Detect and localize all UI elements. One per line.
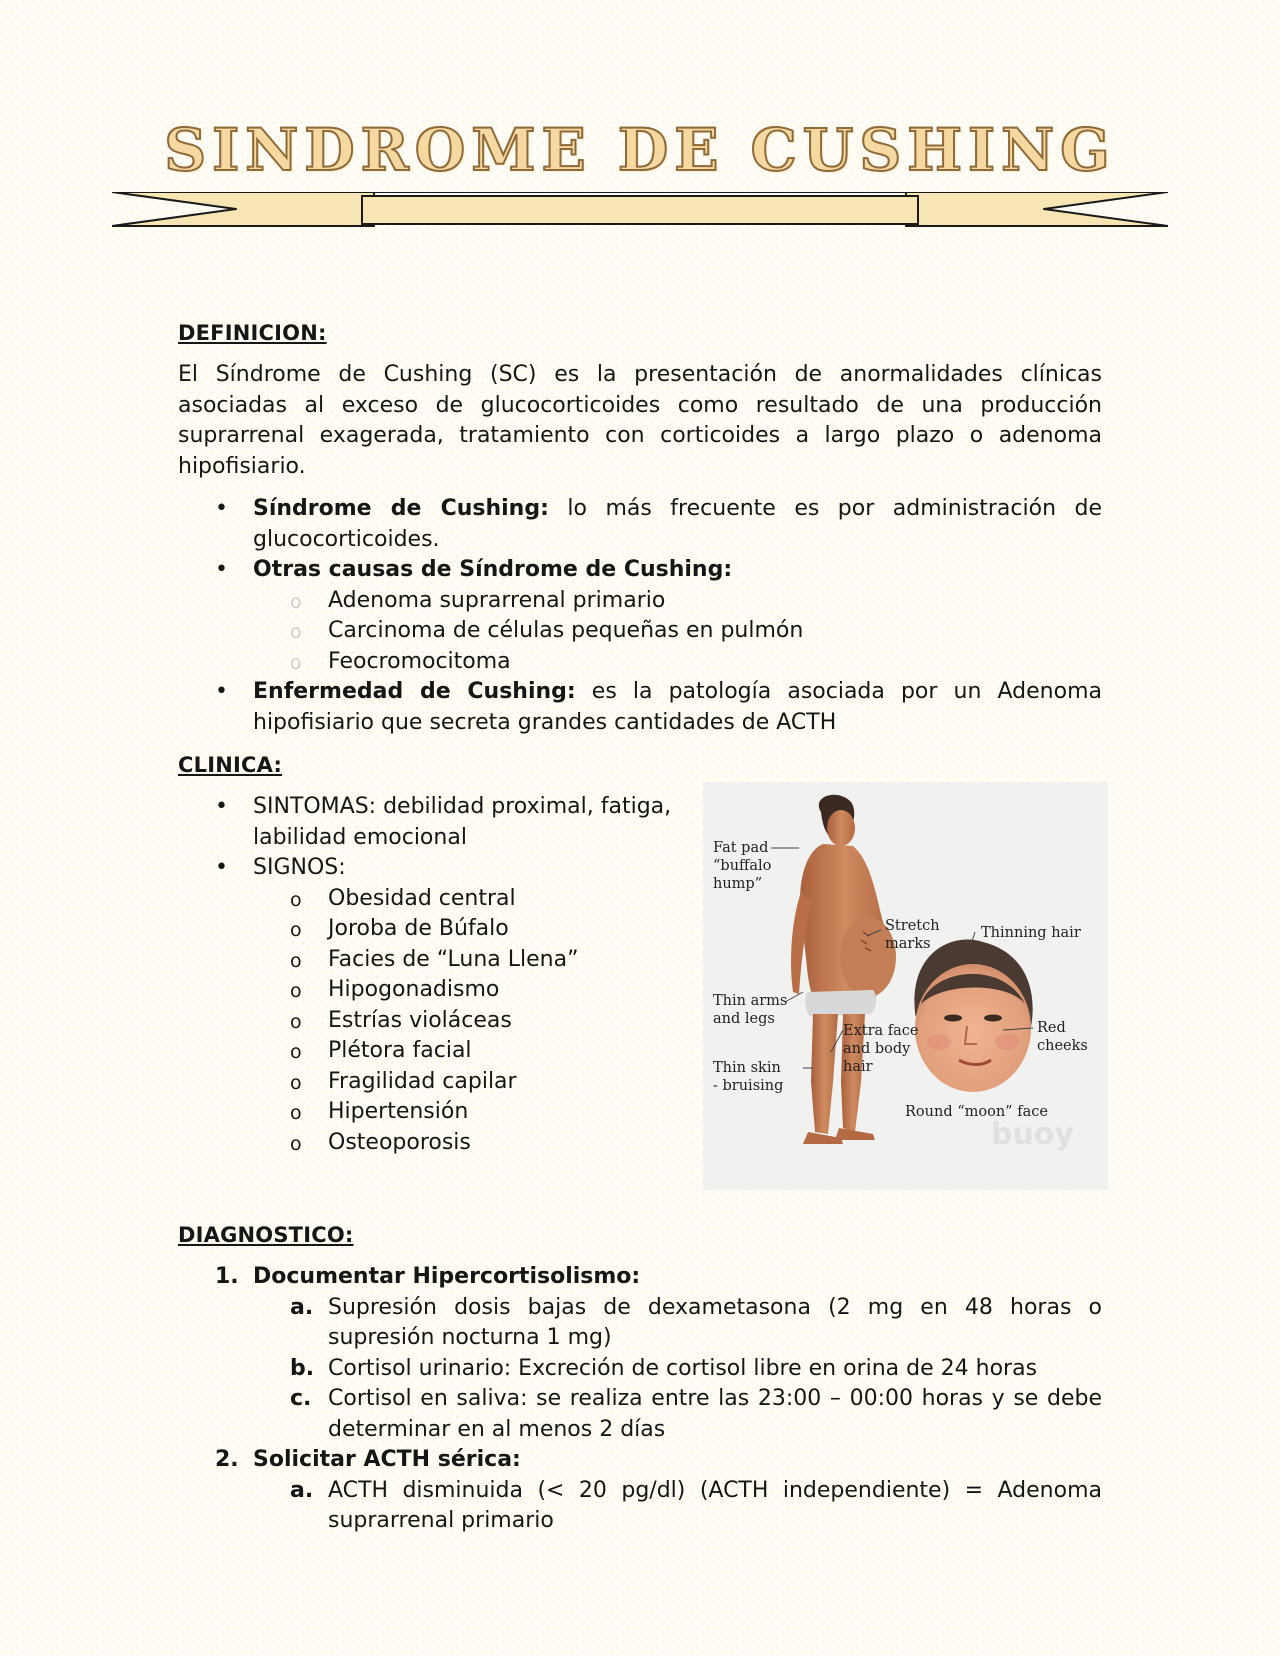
list-item xyxy=(290,1293,1102,1354)
list-item xyxy=(215,1445,1102,1537)
clinica-list xyxy=(178,792,688,1158)
list-item: o Adenoma suprarrenal primario xyxy=(328,586,1102,617)
label-thin-skin-2: - bruising xyxy=(713,1078,784,1094)
label-extra-face-1: Extra face xyxy=(843,1023,919,1039)
moon-face-icon xyxy=(914,940,1032,1092)
label-stretch-1: Stretch xyxy=(885,918,940,934)
label-thinning-hair: Thinning hair xyxy=(981,925,1081,941)
label-thin-arms-2: and legs xyxy=(713,1011,775,1027)
definicion-heading: DEFINICION: xyxy=(178,321,327,345)
list-item xyxy=(215,1262,1102,1445)
item-title: Solicitar ACTH sérica: xyxy=(253,1447,521,1472)
svg-text:Fat pad“buffalohump” xyxy=(713,840,771,892)
label-thin-skin-1: Thin skin xyxy=(713,1060,781,1076)
label-red-cheeks-2: cheeks xyxy=(1037,1038,1088,1054)
sub-list xyxy=(253,1293,1102,1446)
signos-label: SIGNOS: xyxy=(253,855,346,880)
title-banner xyxy=(112,192,1168,238)
list-item: o Carcinoma de células pequeñas en pulmón xyxy=(328,616,1102,647)
watermark-logo: buoy xyxy=(991,1117,1074,1152)
label-extra-face-3: hair xyxy=(843,1059,873,1075)
diagnostico-section xyxy=(178,1220,1102,1537)
clinica-heading: CLINICA: xyxy=(178,753,283,777)
bullet-text: lo más frecuente es por administración de glucocorticoides. xyxy=(253,496,1103,552)
list-item xyxy=(290,1384,1102,1445)
list-item xyxy=(253,494,1102,555)
bullet-bold: Síndrome de Cushing: xyxy=(253,496,549,521)
svg-text:Stretchmarks xyxy=(885,918,940,952)
clinica-section xyxy=(178,792,1102,1212)
label-fat-pad-1: Fat pad xyxy=(713,840,769,856)
list-item xyxy=(253,555,1102,677)
svg-text:Thin armsand legs xyxy=(713,993,787,1027)
item-letter: a. xyxy=(290,1477,314,1503)
list-item: o Plétora facial xyxy=(328,1036,688,1067)
diagnostico-heading: DIAGNOSTICO: xyxy=(178,1223,354,1247)
list-item: o Obesidad central xyxy=(328,884,688,915)
label-moon-face: Round “moon” face xyxy=(905,1104,1048,1120)
list-item: o Fragilidad capilar xyxy=(328,1067,688,1098)
item-letter: a. xyxy=(290,1294,314,1320)
label-fat-pad-2: “buffalo xyxy=(713,858,772,874)
label-thin-arms-1: Thin arms xyxy=(713,993,788,1009)
list-item: o Osteoporosis xyxy=(328,1128,688,1159)
item-text: Supresión dosis bajas de dexametasona (2 mg en 48 horas o supresión nocturna 1 mg) xyxy=(328,1294,1102,1350)
item-number: 2. xyxy=(215,1447,239,1472)
document-body xyxy=(178,318,1102,1537)
list-item xyxy=(253,677,1102,738)
label-red-cheeks-1: Red xyxy=(1037,1020,1066,1036)
item-title: Documentar Hipercortisolismo: xyxy=(253,1264,641,1289)
signos-list xyxy=(253,884,688,1159)
list-item xyxy=(290,1476,1102,1537)
signos-item xyxy=(253,853,688,1158)
item-letter: c. xyxy=(290,1386,312,1411)
item-letter: b. xyxy=(290,1355,315,1381)
list-item: o Feocromocitoma xyxy=(328,647,1102,678)
list-item: o Facies de “Luna Llena” xyxy=(328,945,688,976)
cushing-illustration xyxy=(703,782,1108,1190)
definicion-bullets xyxy=(178,494,1102,738)
sub-list xyxy=(253,1476,1102,1537)
svg-text:Redcheeks xyxy=(1037,1020,1088,1054)
definicion-paragraph: El Síndrome de Cushing (SC) es la presentación de anormalidades clínicas asociadas al exceso de glucocorticoides como resultado de una producción suprarrenal exagerada, tratamiento con corticoides a largo plazo o adenoma hipofisiario. xyxy=(178,362,1102,479)
list-item: o Estrías violáceas xyxy=(328,1006,688,1037)
label-fat-pad-3: hump” xyxy=(713,876,763,892)
label-stretch-2: marks xyxy=(885,936,931,952)
item-number: 1. xyxy=(215,1264,239,1289)
body-figure-icon xyxy=(791,795,896,1144)
clinica-bullets xyxy=(178,792,688,1158)
svg-text:Extra faceand bodyhair xyxy=(843,1023,919,1075)
sintomas-item: • SINTOMAS: debilidad proximal, fatiga, labilidad emocional xyxy=(253,792,688,853)
bullet-bold: Enfermedad de Cushing: xyxy=(253,679,576,704)
bullet-text: es la patología asociada por un Adenoma hipofisiario que secreta grandes cantidades de ACTH xyxy=(253,679,1102,735)
item-text: ACTH disminuida (< 20 pg/dl) (ACTH independiente) = Adenoma suprarrenal primario xyxy=(328,1477,1102,1533)
label-extra-face-2: and body xyxy=(843,1041,911,1057)
item-text: Cortisol urinario: Excreción de cortisol libre en orina de 24 horas xyxy=(328,1355,1038,1381)
item-text: Cortisol en saliva: se realiza entre las 23:00 – 00:00 horas y se debe determinar en al menos 2 días xyxy=(328,1386,1102,1442)
bullet-bold: Otras causas de Síndrome de Cushing: xyxy=(253,557,733,582)
svg-text:Thin skin- bruising xyxy=(713,1060,783,1094)
otras-causas-list xyxy=(253,586,1102,678)
list-item: o Joroba de Búfalo xyxy=(328,914,688,945)
list-item: o Hipertensión xyxy=(328,1097,688,1128)
list-item xyxy=(290,1354,1102,1385)
list-item: o Hipogonadismo xyxy=(328,975,688,1006)
diagnostico-list xyxy=(178,1262,1102,1537)
document-title: SINDROME DE CUSHING xyxy=(164,116,1116,184)
